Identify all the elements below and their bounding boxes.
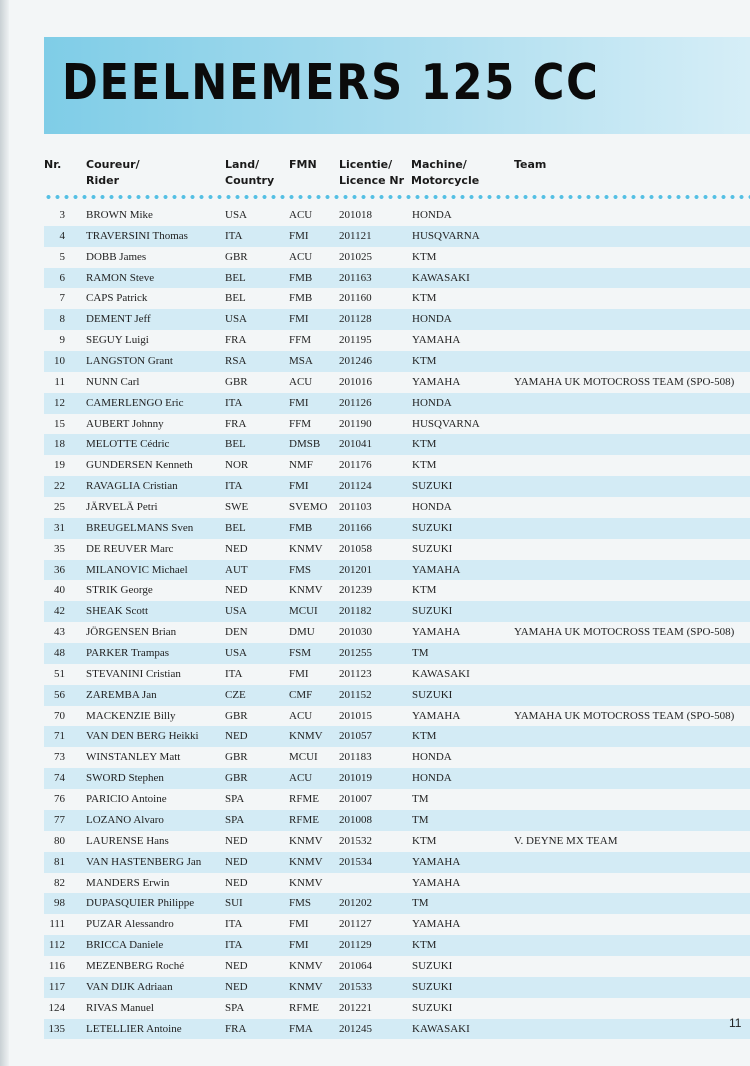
- rider-fmn: RFME: [289, 1001, 319, 1014]
- rider-name: JÄRVELÄ Petri: [86, 501, 158, 514]
- rider-name: BRICCA Daniele: [86, 939, 164, 952]
- rider-name: SHEAK Scott: [86, 605, 149, 618]
- table-row: [44, 268, 750, 289]
- rider-machine: SUZUKI: [412, 521, 453, 534]
- rider-fmn: FMI: [289, 918, 309, 931]
- rider-fmn: FMB: [289, 521, 313, 534]
- rider-licence: 201030: [339, 626, 372, 639]
- table-row: [44, 455, 750, 476]
- rider-number: 6: [59, 271, 65, 284]
- rider-number: 111: [49, 918, 65, 931]
- rider-machine: YAMAHA: [412, 918, 461, 931]
- rider-number: 5: [59, 250, 65, 263]
- rider-fmn: FMS: [289, 897, 312, 910]
- rider-machine: KAWASAKI: [412, 271, 470, 284]
- table-row: [44, 372, 750, 393]
- rider-machine: SUZUKI: [412, 688, 453, 701]
- rider-licence: 201221: [339, 1001, 372, 1014]
- rider-machine: SUZUKI: [412, 980, 453, 993]
- rider-country: NED: [225, 980, 248, 993]
- rider-fmn: KNMV: [289, 730, 323, 743]
- table-row: [44, 789, 750, 810]
- rider-country: BEL: [225, 521, 246, 534]
- rider-licence: 201182: [339, 605, 372, 618]
- rider-name: LAURENSE Hans: [86, 834, 169, 847]
- table-row: [44, 768, 750, 789]
- rider-machine: SUZUKI: [412, 542, 453, 555]
- rider-number: 51: [54, 667, 65, 680]
- table-row: [44, 831, 750, 852]
- rider-name: DUPASQUIER Philippe: [86, 897, 195, 910]
- rider-number: 40: [54, 584, 65, 597]
- rider-country: ITA: [225, 667, 243, 680]
- rider-machine: YAMAHA: [412, 876, 461, 889]
- header-rider: Coureur/ Rider: [86, 158, 140, 187]
- rider-name: WINSTANLEY Matt: [86, 751, 181, 764]
- rider-number: 11: [54, 375, 65, 388]
- rider-name: MANDERS Erwin: [86, 876, 170, 889]
- rider-fmn: DMSB: [289, 438, 321, 451]
- table-row: [44, 893, 750, 914]
- rider-country: ITA: [225, 939, 243, 952]
- rider-number: 15: [54, 417, 65, 430]
- rider-number: 35: [54, 542, 65, 555]
- rider-fmn: ACU: [289, 209, 313, 221]
- rider-licence: 201183: [339, 751, 372, 764]
- rider-machine: KAWASAKI: [412, 1022, 470, 1035]
- rider-licence: 201533: [339, 980, 372, 993]
- rider-machine: KTM: [412, 355, 437, 368]
- rider-name: CAMERLENGO Eric: [86, 396, 184, 409]
- rider-number: 70: [54, 709, 65, 722]
- rider-fmn: FSM: [289, 647, 312, 660]
- table-row: [44, 205, 750, 226]
- table-row: [44, 810, 750, 831]
- table-row: [44, 726, 750, 747]
- rider-fmn: CMF: [289, 688, 313, 701]
- rider-name: SWORD Stephen: [86, 772, 164, 785]
- rider-machine: TM: [412, 897, 429, 910]
- rider-machine: KTM: [412, 834, 437, 847]
- rider-fmn: KNMV: [289, 834, 323, 847]
- table-row: [44, 393, 750, 414]
- rider-country: NED: [225, 730, 248, 743]
- table-row: [44, 1019, 750, 1040]
- rider-fmn: RFME: [289, 793, 319, 806]
- rider-fmn: FMI: [289, 313, 309, 326]
- rider-number: 80: [54, 834, 65, 847]
- header-nr: Nr.: [44, 158, 62, 171]
- rider-country: BEL: [225, 438, 246, 451]
- table-row: [44, 873, 750, 894]
- rider-number: 48: [54, 647, 65, 660]
- rider-licence: 201239: [339, 584, 372, 597]
- rider-machine: HONDA: [412, 313, 452, 326]
- table-row: [44, 685, 750, 706]
- rider-country: ITA: [225, 396, 243, 409]
- rider-licence: 201246: [339, 355, 372, 368]
- rider-number: 124: [48, 1001, 65, 1014]
- rider-name: GUNDERSEN Kenneth: [86, 459, 193, 472]
- rider-licence: 201201: [339, 563, 372, 576]
- rider-machine: TM: [412, 813, 429, 826]
- rider-name: SEGUY Luigi: [86, 334, 149, 347]
- rider-country: SWE: [225, 501, 249, 514]
- rider-number: 71: [54, 730, 65, 743]
- rider-number: 22: [54, 480, 65, 493]
- rider-machine: HUSQVARNA: [412, 417, 480, 430]
- rider-country: BEL: [225, 271, 246, 284]
- rider-fmn: RFME: [289, 813, 319, 826]
- rider-country: SPA: [225, 813, 245, 826]
- rider-country: USA: [225, 313, 248, 326]
- rider-name: MILANOVIC Michael: [86, 563, 188, 576]
- rider-country: NED: [225, 542, 248, 555]
- rider-licence: 201534: [339, 855, 372, 868]
- rider-fmn: FMB: [289, 292, 313, 305]
- rider-name: CAPS Patrick: [86, 292, 148, 305]
- rider-licence: 201128: [339, 313, 372, 326]
- rider-licence: 201018: [339, 209, 372, 221]
- rider-fmn: ACU: [289, 709, 313, 722]
- rider-licence: 201255: [339, 647, 372, 660]
- table-row: [44, 288, 750, 309]
- rider-number: 74: [54, 772, 65, 785]
- rider-licence: 201245: [339, 1022, 372, 1035]
- table-row: [44, 330, 750, 351]
- rider-team: YAMAHA UK MOTOCROSS TEAM (SPO-508): [514, 626, 735, 639]
- rider-country: ITA: [225, 229, 243, 242]
- rider-machine: HONDA: [412, 396, 452, 409]
- table-row: [44, 309, 750, 330]
- rider-name: TRAVERSINI Thomas: [86, 229, 188, 242]
- rider-name: PUZAR Alessandro: [86, 918, 174, 931]
- rider-country: NOR: [225, 459, 249, 472]
- rider-number: 18: [54, 438, 65, 451]
- rider-fmn: FMI: [289, 396, 309, 409]
- table-row: [44, 977, 750, 998]
- rider-name: BREUGELMANS Sven: [86, 521, 194, 534]
- rider-licence: 201127: [339, 918, 372, 931]
- rider-number: 36: [54, 563, 65, 576]
- rider-name: LANGSTON Grant: [86, 355, 173, 368]
- rider-number: 25: [54, 501, 65, 514]
- rider-fmn: KNMV: [289, 542, 323, 555]
- rider-number: 19: [54, 459, 65, 472]
- rider-number: 9: [59, 334, 65, 347]
- rider-fmn: KNMV: [289, 876, 323, 889]
- rider-number: 4: [59, 229, 65, 242]
- rider-fmn: MCUI: [289, 605, 318, 618]
- header-licence: Licentie/ Licence Nr: [339, 158, 405, 187]
- rider-machine: YAMAHA: [412, 626, 461, 639]
- rider-licence: 201124: [339, 480, 372, 493]
- rider-name: DE REUVER Marc: [86, 542, 174, 555]
- rider-licence: 201019: [339, 772, 372, 785]
- table-row: [44, 539, 750, 560]
- rider-country: AUT: [225, 563, 248, 576]
- rider-country: FRA: [225, 334, 247, 347]
- rider-licence: 201195: [339, 334, 372, 347]
- rider-fmn: FMS: [289, 563, 312, 576]
- rider-team: YAMAHA UK MOTOCROSS TEAM (SPO-508): [514, 709, 735, 722]
- table-row: [44, 434, 750, 455]
- rider-machine: YAMAHA: [412, 563, 461, 576]
- rider-machine: KTM: [412, 459, 437, 472]
- rider-name: DEMENT Jeff: [86, 313, 151, 326]
- rider-machine: SUZUKI: [412, 1001, 453, 1014]
- rider-name: RIVAS Manuel: [86, 1001, 154, 1014]
- rider-name: BROWN Mike: [86, 209, 153, 221]
- rider-machine: KTM: [412, 584, 437, 597]
- rider-fmn: ACU: [289, 375, 313, 388]
- rider-name: VAN DEN BERG Heikki: [86, 730, 199, 743]
- header-country: Land/ Country: [225, 158, 275, 187]
- rider-name: AUBERT Johnny: [86, 417, 164, 430]
- table-row: [44, 643, 750, 664]
- rider-number: 82: [54, 876, 65, 889]
- rider-name: MELOTTE Cédric: [86, 438, 170, 451]
- table-row: [44, 935, 750, 956]
- rider-licence: 201123: [339, 667, 372, 680]
- rider-country: NED: [225, 584, 248, 597]
- rider-licence: 201103: [339, 501, 372, 514]
- rider-number: 135: [48, 1022, 65, 1035]
- rider-fmn: DMU: [289, 626, 315, 639]
- rider-fmn: KNMV: [289, 959, 323, 972]
- rider-fmn: FMI: [289, 667, 309, 680]
- rider-country: ITA: [225, 918, 243, 931]
- rider-licence: 201176: [339, 459, 372, 472]
- rider-fmn: FMB: [289, 271, 313, 284]
- table-row: [44, 998, 750, 1019]
- rider-machine: KTM: [412, 292, 437, 305]
- rider-team: YAMAHA UK MOTOCROSS TEAM (SPO-508): [514, 375, 735, 388]
- rider-number: 98: [54, 897, 65, 910]
- page-number: 11: [729, 1016, 742, 1030]
- table-row: [44, 226, 750, 247]
- rider-team: V. DEYNE MX TEAM: [514, 834, 618, 847]
- table-row: [44, 497, 750, 518]
- rider-country: CZE: [225, 688, 246, 701]
- rider-country: BEL: [225, 292, 246, 305]
- rider-machine: KTM: [412, 939, 437, 952]
- rider-name: LETELLIER Antoine: [86, 1022, 182, 1035]
- rider-licence: 201202: [339, 897, 372, 910]
- rider-country: NED: [225, 959, 248, 972]
- rider-country: NED: [225, 855, 248, 868]
- rider-country: NED: [225, 876, 248, 889]
- rider-fmn: ACU: [289, 772, 313, 785]
- table-row: [44, 956, 750, 977]
- rider-number: 7: [59, 292, 65, 305]
- table-row: [44, 414, 750, 435]
- table-row: [44, 706, 750, 727]
- rider-licence: 201015: [339, 709, 372, 722]
- rider-machine: HONDA: [412, 209, 452, 221]
- rider-country: FRA: [225, 1022, 247, 1035]
- rider-licence: 201160: [339, 292, 372, 305]
- rider-fmn: FMI: [289, 939, 309, 952]
- rider-country: SPA: [225, 1001, 245, 1014]
- rider-machine: SUZUKI: [412, 605, 453, 618]
- rider-licence: 201126: [339, 396, 372, 409]
- rider-fmn: KNMV: [289, 584, 323, 597]
- header-fmn: FMN: [289, 158, 317, 171]
- rider-number: 77: [54, 813, 65, 826]
- rider-name: JÖRGENSEN Brian: [86, 626, 177, 639]
- table-row: [44, 601, 750, 622]
- rider-machine: HONDA: [412, 772, 452, 785]
- rider-country: GBR: [225, 709, 248, 722]
- rider-licence: 201057: [339, 730, 372, 743]
- header-team: Team: [514, 158, 547, 171]
- rider-name: MACKENZIE Billy: [86, 709, 176, 722]
- table-row: [44, 622, 750, 643]
- table-row: [44, 476, 750, 497]
- rider-machine: HUSQVARNA: [412, 229, 480, 242]
- rider-licence: 201121: [339, 229, 372, 242]
- rider-country: GBR: [225, 772, 248, 785]
- table-row: [44, 664, 750, 685]
- rider-country: NED: [225, 834, 248, 847]
- table-row: [44, 247, 750, 268]
- rider-country: USA: [225, 605, 248, 618]
- rider-country: GBR: [225, 375, 248, 388]
- rider-number: 116: [48, 959, 65, 972]
- header-machine: Machine/ Motorcycle: [411, 158, 480, 187]
- rider-number: 56: [54, 688, 65, 701]
- rider-number: 10: [54, 355, 65, 368]
- rider-fmn: MSA: [289, 355, 313, 368]
- rider-machine: SUZUKI: [412, 959, 453, 972]
- rider-country: SPA: [225, 793, 245, 806]
- rider-machine: TM: [412, 647, 429, 660]
- table-row: [44, 560, 750, 581]
- rider-name: STEVANINI Cristian: [86, 667, 181, 680]
- rider-machine: HONDA: [412, 751, 452, 764]
- rider-licence: 201058: [339, 542, 372, 555]
- rider-number: 8: [59, 313, 65, 326]
- rider-machine: KTM: [412, 438, 437, 451]
- rider-fmn: KNMV: [289, 855, 323, 868]
- rider-country: DEN: [225, 626, 248, 639]
- rider-licence: 201016: [339, 375, 372, 388]
- rider-machine: YAMAHA: [412, 334, 461, 347]
- page-binding-edge: [0, 0, 9, 1066]
- rider-machine: KAWASAKI: [412, 667, 470, 680]
- rider-fmn: MCUI: [289, 751, 318, 764]
- rider-number: 3: [59, 209, 65, 221]
- rider-number: 42: [54, 605, 65, 618]
- page-title: DEELNEMERS 125 CC: [62, 54, 600, 111]
- rider-name: PARICIO Antoine: [86, 793, 167, 806]
- rider-number: 117: [48, 980, 65, 993]
- rider-licence: 201166: [339, 521, 372, 534]
- rider-machine: KTM: [412, 250, 437, 263]
- table-row: [44, 852, 750, 873]
- rider-name: RAMON Steve: [86, 271, 155, 284]
- rider-machine: TM: [412, 793, 429, 806]
- dotted-divider: [44, 194, 750, 200]
- rider-fmn: FFM: [289, 334, 312, 347]
- rider-licence: 201064: [339, 959, 372, 972]
- rider-name: VAN HASTENBERG Jan: [86, 855, 202, 868]
- rider-name: LOZANO Alvaro: [86, 813, 164, 826]
- table-row: [44, 914, 750, 935]
- rider-country: GBR: [225, 250, 248, 263]
- participants-table: [44, 205, 750, 1039]
- rider-fmn: FMI: [289, 229, 309, 242]
- table-row: [44, 518, 750, 539]
- rider-fmn: FMA: [289, 1022, 313, 1035]
- rider-licence: 201190: [339, 417, 372, 430]
- rider-name: NUNN Carl: [86, 375, 140, 388]
- rider-machine: HONDA: [412, 501, 452, 514]
- rider-name: PARKER Trampas: [86, 647, 170, 660]
- rider-fmn: ACU: [289, 250, 313, 263]
- rider-name: DOBB James: [86, 250, 147, 263]
- rider-licence: 201007: [339, 793, 372, 806]
- rider-number: 81: [54, 855, 65, 868]
- rider-number: 112: [48, 939, 65, 952]
- table-row: [44, 747, 750, 768]
- rider-licence: 201025: [339, 250, 372, 263]
- rider-country: GBR: [225, 751, 248, 764]
- rider-licence: 201532: [339, 834, 372, 847]
- rider-name: ZAREMBA Jan: [86, 688, 157, 701]
- rider-name: STRIK George: [86, 584, 153, 597]
- rider-machine: YAMAHA: [412, 855, 461, 868]
- rider-country: SUI: [225, 897, 243, 910]
- rider-fmn: KNMV: [289, 980, 323, 993]
- rider-licence: 201008: [339, 813, 372, 826]
- rider-country: USA: [225, 209, 248, 221]
- rider-licence: 201163: [339, 271, 372, 284]
- rider-country: FRA: [225, 417, 247, 430]
- table-row: [44, 351, 750, 372]
- rider-country: ITA: [225, 480, 243, 493]
- rider-name: RAVAGLIA Cristian: [86, 480, 178, 493]
- rider-machine: YAMAHA: [412, 709, 461, 722]
- rider-machine: KTM: [412, 730, 437, 743]
- rider-number: 31: [54, 521, 65, 534]
- rider-fmn: NMF: [289, 459, 313, 472]
- rider-licence: 201129: [339, 939, 372, 952]
- rider-number: 73: [54, 751, 65, 764]
- rider-number: 12: [54, 396, 65, 409]
- rider-licence: 201152: [339, 688, 372, 701]
- rider-name: VAN DIJK Adriaan: [86, 980, 173, 993]
- rider-fmn: FMI: [289, 480, 309, 493]
- rider-licence: 201041: [339, 438, 372, 451]
- rider-fmn: SVEMO: [289, 501, 328, 514]
- rider-number: 43: [54, 626, 65, 639]
- rider-machine: YAMAHA: [412, 375, 461, 388]
- rider-machine: SUZUKI: [412, 480, 453, 493]
- rider-fmn: FFM: [289, 417, 312, 430]
- table-row: [44, 580, 750, 601]
- rider-country: RSA: [225, 355, 247, 368]
- rider-name: MEZENBERG Roché: [86, 959, 185, 972]
- rider-number: 76: [54, 793, 65, 806]
- rider-country: USA: [225, 647, 248, 660]
